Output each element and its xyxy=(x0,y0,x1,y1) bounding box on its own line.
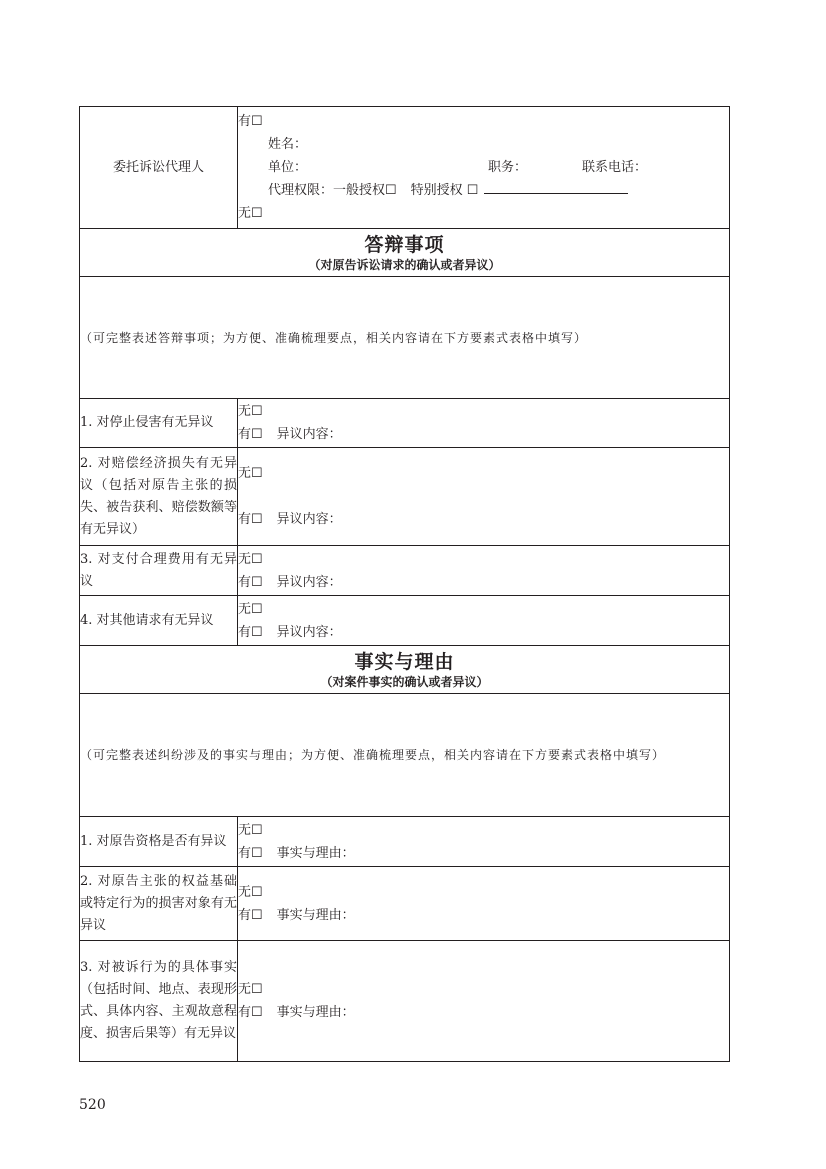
page-number: 520 xyxy=(79,1097,106,1113)
facts-reason-label: 事实与理由： xyxy=(276,1005,355,1020)
agent-authority-row xyxy=(238,179,729,202)
facts-item-options xyxy=(238,941,730,1062)
yes-option-row xyxy=(238,423,729,446)
yes-option-row xyxy=(238,904,729,927)
form-table xyxy=(79,106,730,1062)
agent-phone-field: 联系电话： xyxy=(582,160,648,175)
general-authority-option[interactable]: 一般授权☐ xyxy=(333,183,397,198)
defense-item-row xyxy=(80,448,730,546)
yes-option-row xyxy=(238,1001,729,1024)
objection-content-label: 异议内容： xyxy=(276,427,342,442)
facts-title: 事实与理由 xyxy=(354,650,455,673)
defense-item-options xyxy=(238,546,730,596)
defense-item-label: 1. 对停止侵害有无异议 xyxy=(80,399,238,448)
yes-option[interactable]: 有☐ xyxy=(238,624,263,640)
yes-option-row xyxy=(238,842,729,865)
defense-title: 答辩事项 xyxy=(364,233,445,256)
agent-unit-row xyxy=(238,156,729,179)
defense-item-label: 3. 对支付合理费用有无异议 xyxy=(80,546,238,596)
agent-label: 委托诉讼代理人 xyxy=(80,107,238,229)
no-option[interactable]: 无☐ xyxy=(238,466,263,481)
defense-note[interactable]: （可完整表述答辩事项；为方便、准确梳理要点，相关内容请在下方要素式表格中填写） xyxy=(80,277,730,399)
no-option[interactable]: 无☐ xyxy=(238,551,263,567)
agent-position-field: 职务： xyxy=(488,160,528,175)
yes-option[interactable]: 有☐ xyxy=(238,1005,263,1020)
agent-unit-field: 单位： xyxy=(268,160,308,175)
defense-item-label: 4. 对其他请求有无异议 xyxy=(80,596,238,646)
facts-item-row xyxy=(80,817,730,867)
facts-header-row xyxy=(80,646,730,694)
agent-row xyxy=(80,107,730,229)
yes-option[interactable]: 有☐ xyxy=(238,574,263,590)
facts-item-row xyxy=(80,941,730,1062)
defense-item-options xyxy=(238,399,730,448)
defense-subtitle: （对原告诉讼请求的确认或者异议） xyxy=(308,257,501,272)
yes-option[interactable]: 有☐ xyxy=(238,427,263,442)
facts-item-row xyxy=(80,867,730,941)
defense-item-options xyxy=(238,596,730,646)
facts-header xyxy=(80,646,730,694)
yes-option[interactable]: 有☐ xyxy=(238,907,263,923)
yes-option-row xyxy=(238,571,729,594)
no-option[interactable]: 无☐ xyxy=(238,884,263,900)
agent-options xyxy=(238,107,730,229)
defense-item-options xyxy=(238,448,730,546)
defense-item-row xyxy=(80,546,730,596)
no-option[interactable]: 无☐ xyxy=(238,601,263,617)
facts-note[interactable]: （可完整表述纠纷涉及的事实与理由；为方便、准确梳理要点，相关内容请在下方要素式表格中填写） xyxy=(80,694,730,817)
objection-content-label: 异议内容： xyxy=(276,574,342,590)
agent-name-field: 姓名： xyxy=(268,137,308,152)
defense-item-row xyxy=(80,596,730,646)
defense-item-label: 2. 对赔偿经济损失有无异议（包括对原告主张的损失、被告获利、赔偿数额等有无异议） xyxy=(80,448,238,546)
defense-item-row xyxy=(80,399,730,448)
no-option[interactable]: 无☐ xyxy=(238,822,263,838)
no-option[interactable]: 无☐ xyxy=(238,404,263,419)
yes-option[interactable]: 有☐ xyxy=(238,512,263,527)
facts-subtitle: （对案件事实的确认或者异议） xyxy=(320,674,489,689)
special-authority-option[interactable]: 特别授权 ☐ xyxy=(410,183,479,198)
facts-item-label: 3. 对被诉行为的具体事实（包括时间、地点、表现形式、具体内容、主观故意程度、损害后果等）有无异议 xyxy=(80,941,238,1062)
facts-item-options xyxy=(238,867,730,941)
facts-reason-label: 事实与理由： xyxy=(276,845,355,861)
facts-note-row xyxy=(80,694,730,817)
objection-content-label: 异议内容： xyxy=(276,512,342,527)
no-option[interactable]: 无☐ xyxy=(238,982,263,997)
yes-option[interactable]: 有☐ xyxy=(238,845,263,861)
yes-option-row xyxy=(238,621,729,644)
defense-header-row xyxy=(80,229,730,277)
agent-yes-option[interactable]: 有☐ xyxy=(238,114,263,129)
defense-note-row xyxy=(80,277,730,399)
objection-content-label: 异议内容： xyxy=(276,624,342,640)
defense-header xyxy=(80,229,730,277)
facts-item-label: 2. 对原告主张的权益基础或特定行为的损害对象有无异议 xyxy=(80,867,238,941)
agent-no-option[interactable]: 无☐ xyxy=(238,206,263,221)
facts-item-options xyxy=(238,817,730,867)
yes-option-row xyxy=(238,508,729,531)
special-authority-blank[interactable] xyxy=(484,181,628,194)
authority-label: 代理权限： xyxy=(268,183,334,198)
facts-item-label: 1. 对原告资格是否有异议 xyxy=(80,817,238,867)
facts-reason-label: 事实与理由： xyxy=(276,907,355,923)
